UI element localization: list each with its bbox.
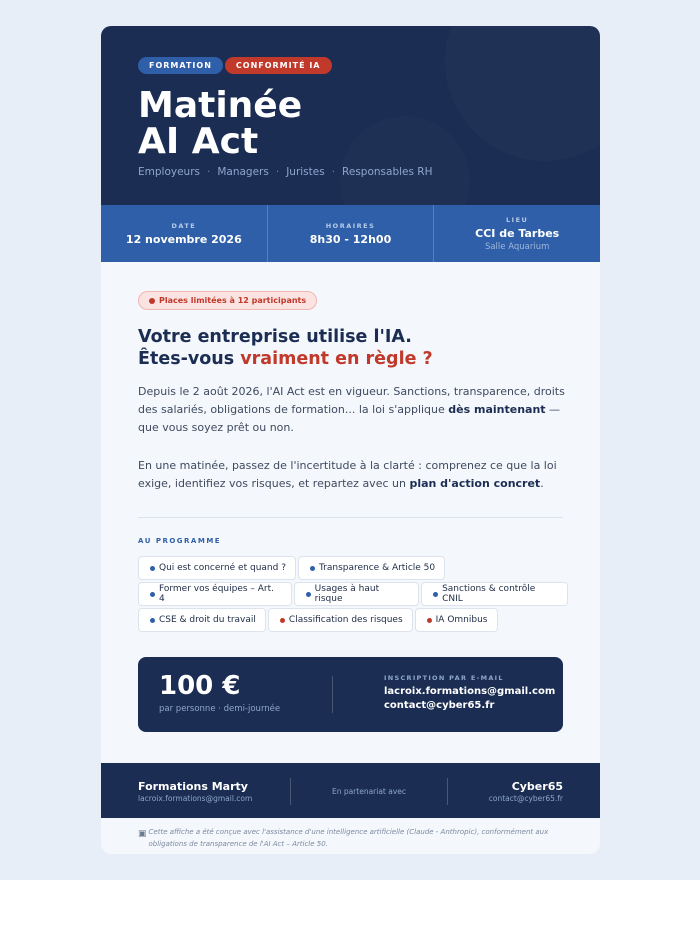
- tag-formation: FORMATION: [138, 57, 223, 74]
- info-hours: [268, 205, 435, 262]
- dot-icon: [150, 592, 155, 597]
- dot-icon: [149, 298, 155, 304]
- registration-email-link[interactable]: contact@cyber65.fr: [384, 700, 495, 711]
- partner-name: Cyber65: [511, 780, 563, 793]
- tag-conformite: CONFORMITÉ IA: [225, 57, 332, 74]
- disclosure-text: Cette affiche a été conçue avec l'assistance d'une intelligence artificielle (Claude - Anthropic), conformément aux obligations de transparence de l'AI Act – Article 50.: [148, 828, 549, 848]
- headline-line-2: Êtes-vous vraiment en règle ?: [138, 349, 433, 369]
- program-chip: CSE & droit du travail: [138, 608, 266, 632]
- intro-paragraph: Depuis le 2 août 2026, l'AI Act est en vigueur. Sanctions, transparence, droits des salariés, obligations de formation... la loi s'applique dès maintenant — que vous soyez prêt ou non.: [138, 385, 565, 434]
- decorative-circle: [340, 116, 470, 205]
- dot-icon: [150, 618, 155, 623]
- audience-item: Employeurs: [138, 166, 200, 178]
- headline-highlight: vraiment en règle ?: [240, 349, 433, 369]
- dot-icon: [306, 592, 311, 597]
- registration-label: INSCRIPTION PAR E-MAIL: [384, 674, 504, 682]
- price-subtitle: par personne · demi-journée: [159, 704, 281, 714]
- program-chip: Usages à haut risque: [294, 582, 419, 606]
- divider: [332, 676, 333, 713]
- info-value: CCI de Tarbes: [475, 226, 560, 240]
- badge-text: Places limitées à 12 participants: [159, 296, 307, 305]
- title-line-1: Matinée: [138, 85, 303, 126]
- dot-icon: [310, 566, 315, 571]
- program-label: AU PROGRAMME: [138, 537, 222, 545]
- emphasis: plan d'action concret: [409, 477, 541, 490]
- pricing-box: [138, 657, 563, 732]
- info-label: DATE: [171, 221, 197, 230]
- benefit-paragraph: En une matinée, passez de l'incertitude à la clarté : comprenez ce que la loi exige, identifiez vos risques, et repartez avec un plan d'action concret.: [138, 459, 557, 490]
- page-title: [138, 85, 303, 162]
- info-label: HORAIRES: [325, 221, 376, 230]
- partnership-text: En partenariat avec: [331, 787, 407, 796]
- dot-icon: [280, 618, 285, 623]
- program-chip: Qui est concerné et quand ?: [138, 556, 296, 580]
- registration-email-link[interactable]: lacroix.formations@gmail.com: [384, 686, 556, 697]
- hero-banner: [101, 26, 600, 205]
- emphasis: dès maintenant: [448, 403, 546, 416]
- headline-line-1: Votre entreprise utilise l'IA.: [138, 327, 412, 347]
- event-info-bar: [101, 205, 600, 262]
- info-date: [101, 205, 268, 262]
- program-chip: IA Omnibus: [415, 608, 498, 632]
- info-location: [434, 205, 600, 262]
- price: 100 €: [159, 671, 241, 701]
- title-line-2: AI Act: [138, 121, 259, 162]
- limited-places-badge: [138, 291, 317, 310]
- robot-icon: ▣: [138, 829, 147, 839]
- program-chip: Classification des risques: [268, 608, 413, 632]
- info-value: 12 novembre 2026: [125, 232, 242, 246]
- flyer-card: [101, 26, 600, 854]
- program-chip: Transparence & Article 50: [298, 556, 445, 580]
- dot-icon: [150, 566, 155, 571]
- tag-list: [138, 57, 332, 74]
- decorative-circle: [445, 26, 600, 161]
- ai-disclosure-notice: [138, 826, 568, 850]
- headline: [138, 326, 433, 370]
- audience-list: Employeurs · Managers · Juristes · Responsables RH: [138, 166, 433, 178]
- partner-email-link[interactable]: contact@cyber65.fr: [488, 794, 563, 803]
- info-sub: Salle Aquarium: [484, 241, 550, 252]
- program-chips: [138, 556, 568, 634]
- dot-icon: [427, 618, 432, 623]
- audience-item: Managers: [217, 166, 269, 178]
- divider: [447, 778, 448, 805]
- audience-item: Responsables RH: [342, 166, 433, 178]
- organizer-name: Formations Marty: [138, 780, 248, 793]
- organizer-email-link[interactable]: lacroix.formations@gmail.com: [138, 794, 253, 803]
- divider: [138, 517, 563, 518]
- info-label: LIEU: [506, 215, 529, 224]
- audience-item: Juristes: [286, 166, 325, 178]
- footer: [101, 763, 600, 818]
- info-value: 8h30 - 12h00: [309, 232, 392, 246]
- program-chip: Former vos équipes – Art. 4: [138, 582, 292, 606]
- dot-icon: [433, 592, 438, 597]
- program-chip: Sanctions & contrôle CNIL: [421, 582, 568, 606]
